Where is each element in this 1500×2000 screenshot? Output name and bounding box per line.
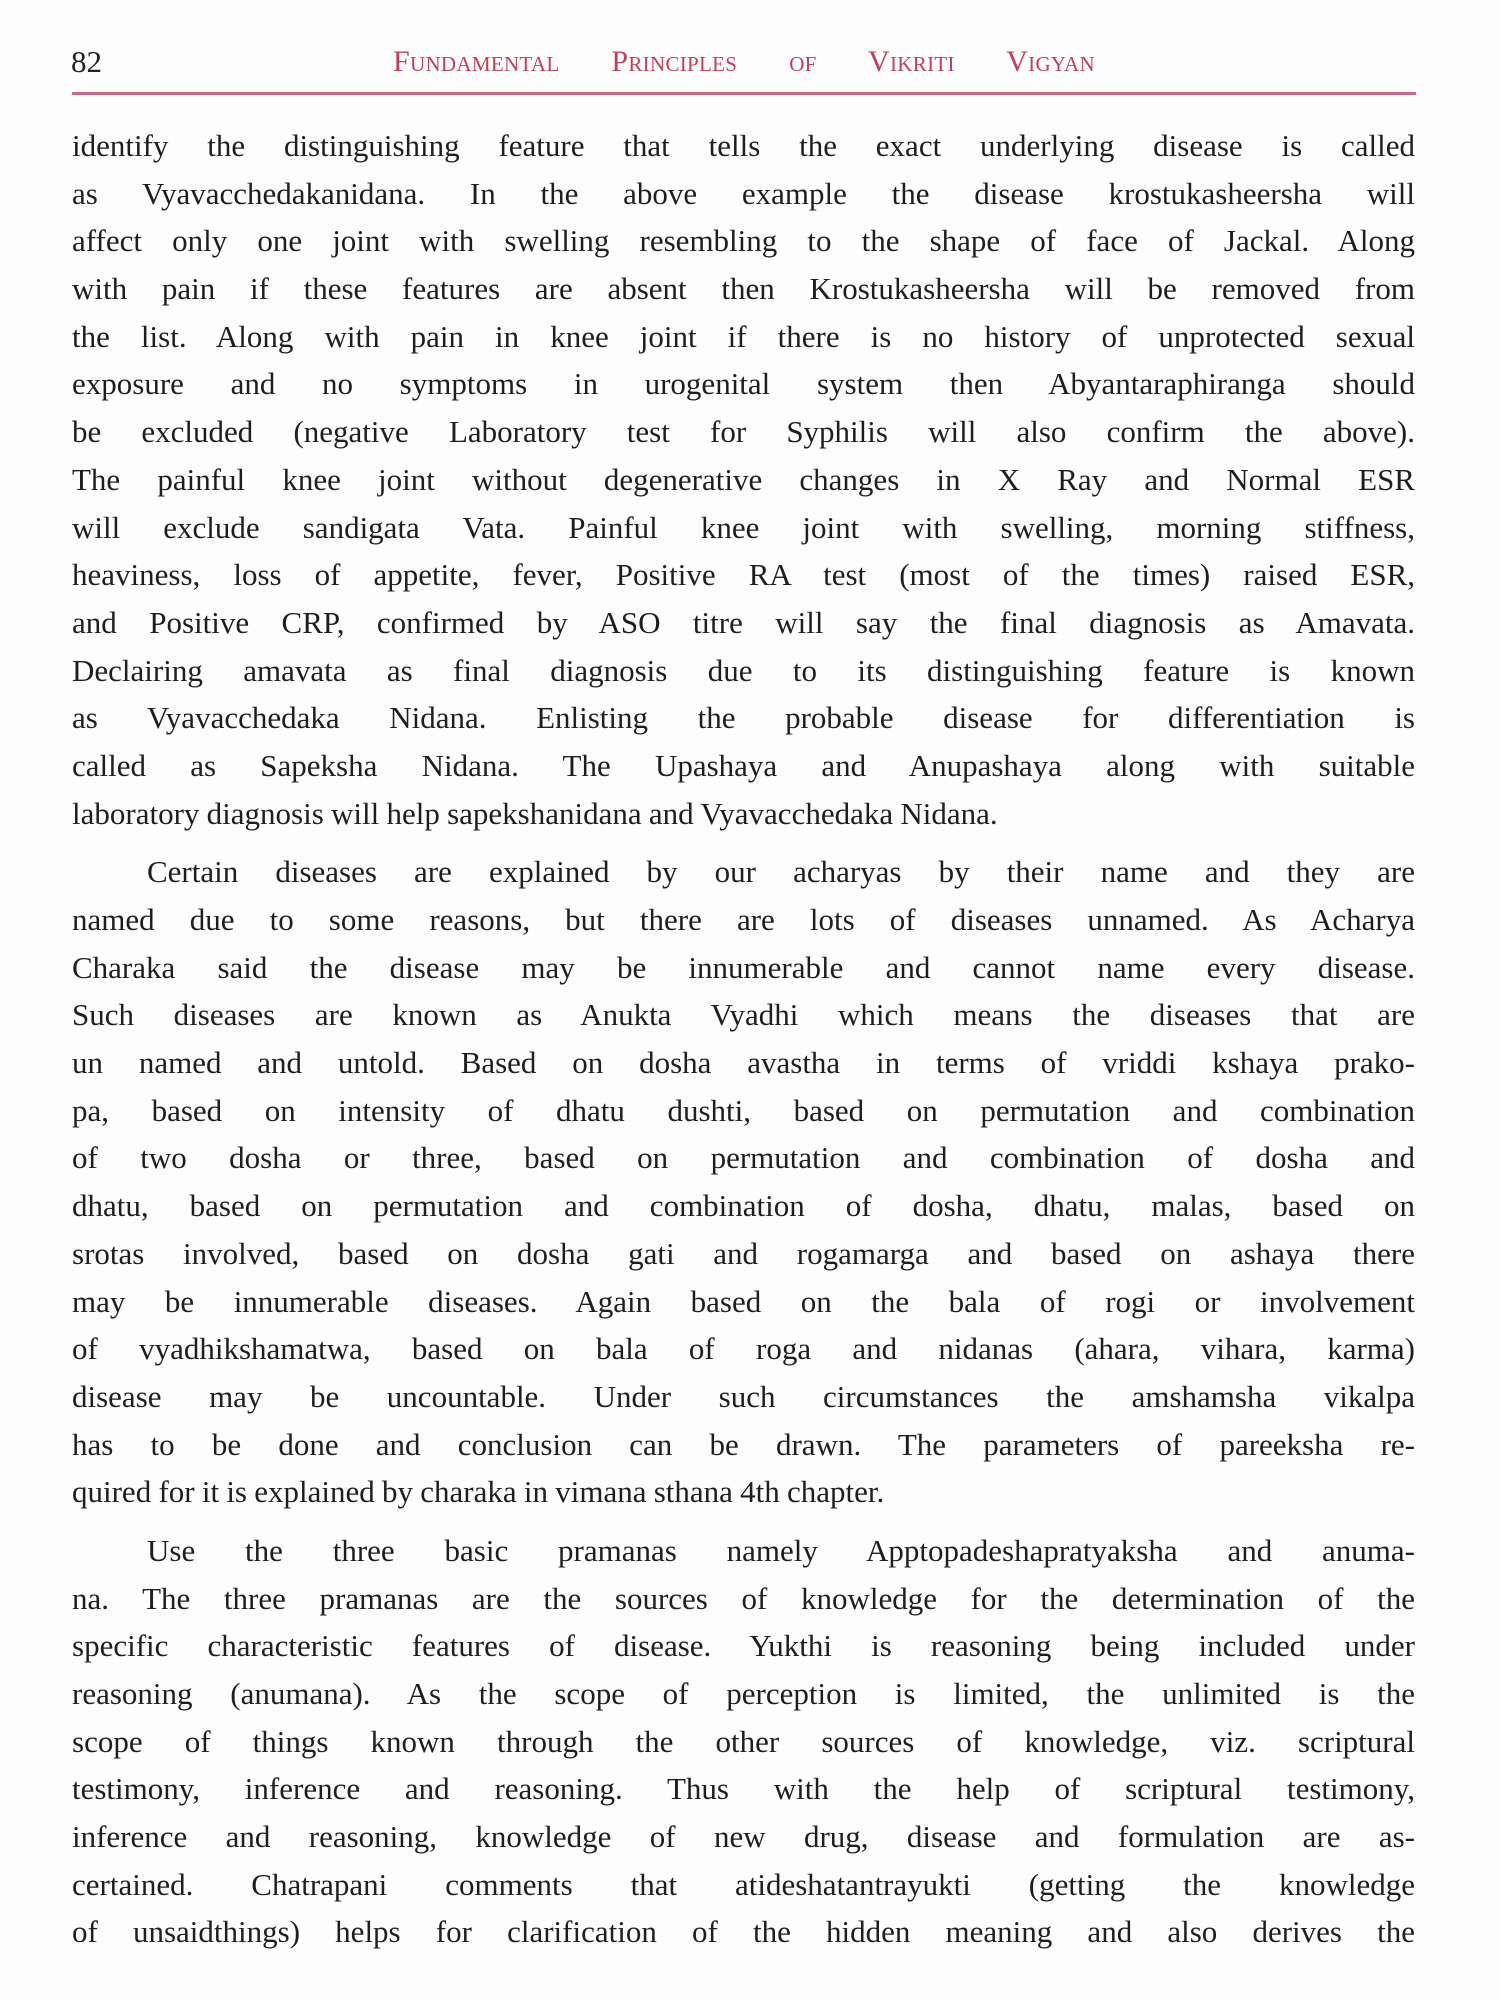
text-line: may be innumerable diseases. Again based on the bala of rogi or involvement <box>72 1283 1415 1319</box>
text-line: reasoning (anumana). As the scope of perception is limited, the unlimited is the <box>72 1676 1415 1711</box>
running-title: Fundamental Principles of Vikriti Vigyan <box>393 45 1095 78</box>
text-line: laboratory diagnosis will help sapekshanidana and Vyavacchedaka Nidana. <box>72 795 998 831</box>
text-line: Declairing amavata as final diagnosis due to its distinguishing feature is known <box>72 652 1415 688</box>
body-text <box>72 122 1415 1967</box>
text-line: as Vyavacchedaka Nidana. Enlisting the probable disease for differentiation is <box>72 700 1415 736</box>
text-line: na. The three pramanas are the sources of knowledge for the determination of the <box>72 1580 1415 1616</box>
text-line: scope of things known through the other sources of knowledge, viz. scriptural <box>72 1723 1415 1759</box>
text-line: be excluded (negative Laboratory test for Syphilis will also confirm the above). <box>72 414 1415 450</box>
text-line: named due to some reasons, but there are lots of diseases unnamed. As Acharya <box>72 902 1415 937</box>
text-line: of vyadhikshamatwa, based on bala of roga and nidanas (ahara, vihara, karma) <box>72 1331 1415 1367</box>
text-line: certained. Chatrapani comments that atideshatantrayukti (getting the knowledge <box>72 1866 1415 1902</box>
text-line: as Vyavacchedakanidana. In the above example the disease krostukasheersha will <box>72 175 1415 211</box>
text-line: will exclude sandigata Vata. Painful knee joint with swelling, morning stiffness, <box>72 509 1415 545</box>
text-line: Use the three basic pramanas namely Apptopadeshapratyaksha and anuma- <box>147 1532 1415 1568</box>
text-line: Certain diseases are explained by our acharyas by their name and they are <box>147 854 1415 890</box>
text-line: heaviness, loss of appetite, fever, Positive RA test (most of the times) raised ESR, <box>72 557 1415 593</box>
header-rule <box>72 92 1416 95</box>
text-line: inference and reasoning, knowledge of new drug, disease and formulation are as- <box>72 1819 1415 1855</box>
paragraph <box>72 1527 1415 1956</box>
text-line: pa, based on intensity of dhatu dushti, based on permutation and combination <box>72 1092 1415 1128</box>
text-line: of unsaidthings) helps for clarification of the hidden meaning and also derives the <box>72 1914 1415 1950</box>
text-line: srotas involved, based on dosha gati and rogamarga and based on ashaya there <box>72 1235 1415 1271</box>
paragraph <box>72 122 1415 837</box>
page-number: 82 <box>71 44 102 79</box>
text-line: has to be done and conclusion can be drawn. The parameters of pareeksha re- <box>72 1426 1415 1462</box>
text-line: specific characteristic features of disease. Yukthi is reasoning being included under <box>72 1628 1415 1664</box>
text-line: and Positive CRP, confirmed by ASO titre will say the final diagnosis as Amavata. <box>72 604 1415 640</box>
text-line: of two dosha or three, based on permutation and combination of dosha and <box>72 1140 1415 1176</box>
text-line: quired for it is explained by charaka in vimana sthana 4th chapter. <box>72 1474 885 1510</box>
text-line: dhatu, based on permutation and combination of dosha, dhatu, malas, based on <box>72 1188 1415 1224</box>
text-line: identify the distinguishing feature that tells the exact underlying disease is called <box>72 128 1415 163</box>
text-line: disease may be uncountable. Under such circumstances the amshamsha vikalpa <box>72 1378 1415 1414</box>
text-line: Charaka said the disease may be innumerable and cannot name every disease. <box>72 949 1415 985</box>
text-line: the list. Along with pain in knee joint if there is no history of unprotected sexual <box>72 318 1415 354</box>
text-line: affect only one joint with swelling resembling to the shape of face of Jackal. Along <box>72 223 1415 259</box>
text-line: exposure and no symptoms in urogenital system then Abyantaraphiranga should <box>72 366 1415 402</box>
text-line: with pain if these features are absent then Krostukasheersha will be removed from <box>72 271 1415 307</box>
text-line: un named and untold. Based on dosha avastha in terms of vriddi kshaya prako- <box>72 1045 1415 1081</box>
paragraph <box>72 848 1415 1516</box>
text-line: testimony, inference and reasoning. Thus with the help of scriptural testimony, <box>72 1771 1415 1807</box>
text-line: The painful knee joint without degenerative changes in X Ray and Normal ESR <box>72 461 1415 497</box>
text-line: called as Sapeksha Nidana. The Upashaya and Anupashaya along with suitable <box>72 747 1415 783</box>
text-line: Such diseases are known as Anukta Vyadhi which means the diseases that are <box>72 997 1415 1033</box>
